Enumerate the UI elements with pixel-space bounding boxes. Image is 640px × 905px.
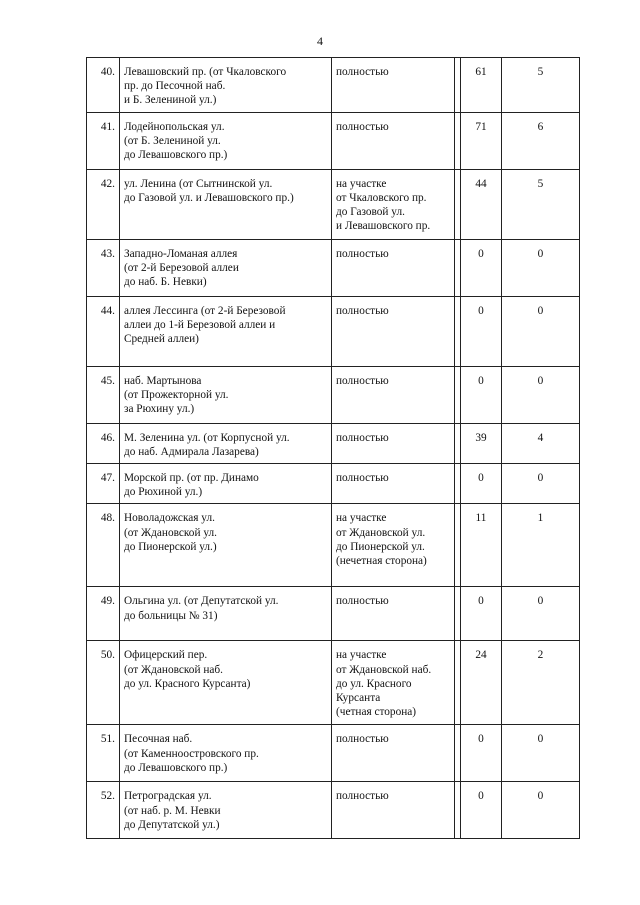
row-number: 51. (87, 725, 120, 782)
value-a: 0 (461, 725, 502, 782)
row-number: 45. (87, 366, 120, 423)
row-number: 47. (87, 464, 120, 504)
value-b: 0 (502, 587, 580, 641)
value-b: 0 (502, 239, 580, 296)
street-name: аллея Лессинга (от 2-й Березовой аллеи до 1-й Березовой аллеи и Средней аллеи) (120, 296, 332, 366)
street-extent: на участке от Ждановской ул. до Пионерской ул. (нечетная сторона) (332, 504, 455, 587)
street-name: Лодейнопольская ул. (от Б. Зелениной ул. до Левашовского пр.) (120, 112, 332, 169)
table-row (87, 296, 580, 366)
value-b: 0 (502, 725, 580, 782)
table-row (87, 239, 580, 296)
street-name: Левашовский пр. (от Чкаловского пр. до Песочной наб. и Б. Зелениной ул.) (120, 58, 332, 113)
table-row (87, 725, 580, 782)
streets-table (86, 57, 580, 839)
value-b: 6 (502, 112, 580, 169)
street-extent: полностью (332, 366, 455, 423)
street-name: Ольгина ул. (от Депутатской ул. до больницы № 31) (120, 587, 332, 641)
street-name: Новоладожская ул. (от Ждановской ул. до Пионерской ул.) (120, 504, 332, 587)
row-number: 48. (87, 504, 120, 587)
value-b: 0 (502, 366, 580, 423)
street-name: наб. Мартынова (от Прожекторной ул. за Рюхину ул.) (120, 366, 332, 423)
table-row (87, 112, 580, 169)
street-extent: полностью (332, 464, 455, 504)
street-name: Морской пр. (от пр. Динамо до Рюхиной ул.) (120, 464, 332, 504)
row-number: 49. (87, 587, 120, 641)
street-extent: полностью (332, 112, 455, 169)
value-a: 39 (461, 423, 502, 463)
street-extent: на участке от Чкаловского пр. до Газовой ул. и Левашовского пр. (332, 169, 455, 239)
street-extent: полностью (332, 296, 455, 366)
row-number: 43. (87, 239, 120, 296)
value-b: 2 (502, 641, 580, 725)
row-number: 50. (87, 641, 120, 725)
value-b: 5 (502, 58, 580, 113)
street-name: Петроградская ул. (от наб. р. М. Невки до Депутатской ул.) (120, 782, 332, 839)
table-row (87, 423, 580, 463)
street-extent: полностью (332, 58, 455, 113)
street-name: Офицерский пер. (от Ждановской наб. до ул. Красного Курсанта) (120, 641, 332, 725)
value-b: 0 (502, 464, 580, 504)
table-row (87, 464, 580, 504)
row-number: 42. (87, 169, 120, 239)
value-b: 5 (502, 169, 580, 239)
street-name: Западно-Ломаная аллея (от 2-й Березовой аллеи до наб. Б. Невки) (120, 239, 332, 296)
value-a: 11 (461, 504, 502, 587)
value-a: 0 (461, 587, 502, 641)
value-b: 0 (502, 782, 580, 839)
table-row (87, 169, 580, 239)
value-b: 0 (502, 296, 580, 366)
row-number: 40. (87, 58, 120, 113)
table-row (87, 58, 580, 113)
value-b: 4 (502, 423, 580, 463)
row-number: 46. (87, 423, 120, 463)
street-extent: на участке от Ждановской наб. до ул. Красного Курсанта (четная сторона) (332, 641, 455, 725)
street-extent: полностью (332, 725, 455, 782)
value-a: 61 (461, 58, 502, 113)
table-row (87, 641, 580, 725)
street-name: ул. Ленина (от Сытнинской ул. до Газовой ул. и Левашовского пр.) (120, 169, 332, 239)
street-extent: полностью (332, 423, 455, 463)
street-extent: полностью (332, 782, 455, 839)
street-extent: полностью (332, 239, 455, 296)
value-a: 0 (461, 464, 502, 504)
page-number: 4 (317, 34, 323, 48)
value-a: 0 (461, 782, 502, 839)
value-a: 0 (461, 296, 502, 366)
value-a: 44 (461, 169, 502, 239)
row-number: 52. (87, 782, 120, 839)
value-b: 1 (502, 504, 580, 587)
table-row (87, 587, 580, 641)
table-row (87, 504, 580, 587)
table-row (87, 782, 580, 839)
table-body (87, 58, 580, 839)
street-name: М. Зеленина ул. (от Корпусной ул. до наб. Адмирала Лазарева) (120, 423, 332, 463)
value-a: 24 (461, 641, 502, 725)
value-a: 0 (461, 366, 502, 423)
value-a: 0 (461, 239, 502, 296)
row-number: 44. (87, 296, 120, 366)
row-number: 41. (87, 112, 120, 169)
value-a: 71 (461, 112, 502, 169)
street-name: Песочная наб. (от Каменноостровского пр. до Левашовского пр.) (120, 725, 332, 782)
table-row (87, 366, 580, 423)
street-extent: полностью (332, 587, 455, 641)
